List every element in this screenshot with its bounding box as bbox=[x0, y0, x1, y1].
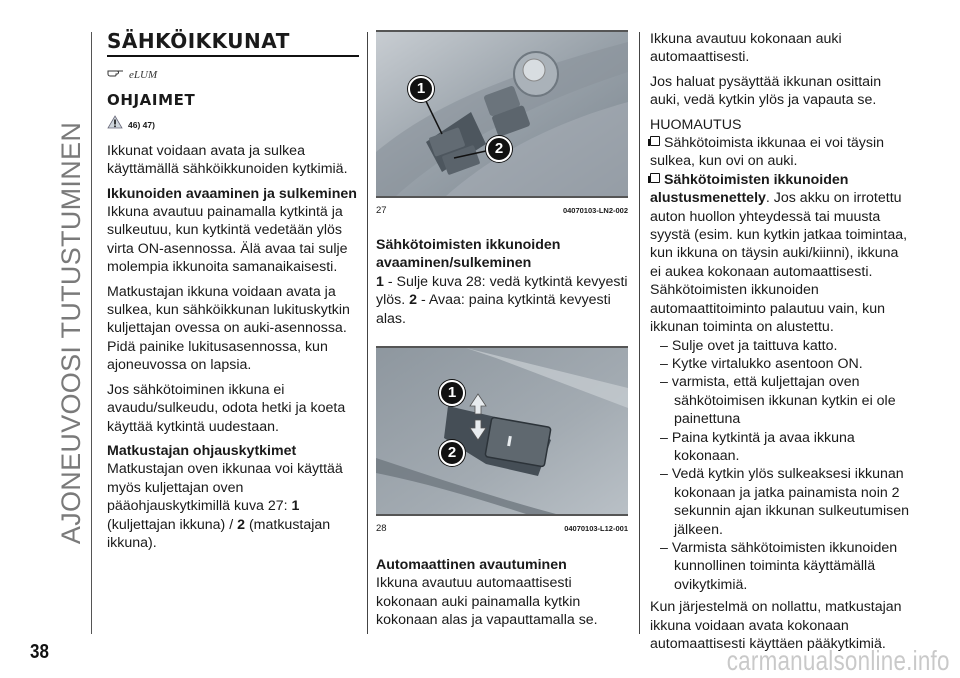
ref-number: 2 bbox=[409, 292, 418, 309]
paragraph: Ikkuna avautuu painamalla kytkintä ja sulkeutuu, kun kytkintä vedetään ylös virta ON-asennossa. Älä avaa tai sulje molempia ikkunoita samanaikaisesti. bbox=[107, 204, 348, 276]
chapter-label: AJONEUVOOSI TUTUSTUMINEN bbox=[56, 121, 86, 545]
single-window-switch-illustration bbox=[376, 348, 628, 514]
list-item: – Sulje ovet ja taittuva katto. bbox=[650, 337, 910, 355]
subsection-heading: Matkustajan ohjauskytkimet bbox=[107, 442, 297, 459]
list-item: – varmista, että kuljettajan oven sähkötoimisen ikkunan kytkin ei ole painettuna bbox=[650, 373, 910, 428]
list-item: – Paina kytkintä ja avaa ikkuna kokonaan. bbox=[650, 429, 910, 466]
warning-triangle-icon bbox=[107, 115, 123, 135]
figure-code: 04070103-L12-001 bbox=[564, 524, 628, 534]
elum-icon: eLUM bbox=[129, 68, 158, 81]
callout-2: 2 bbox=[439, 440, 465, 466]
column-1 bbox=[107, 30, 359, 558]
elum-badge bbox=[107, 65, 359, 85]
paragraph: Jos sähkötoiminen ikkuna ei avaudu/sulkeudu, odota hetki ja koeta käyttää kytkintä uudestaan. bbox=[107, 381, 346, 435]
note-item: Sähkötoimista ikkunaa ei voi täysin sulkea, kun ovi on auki. bbox=[650, 135, 885, 170]
figure-28-caption bbox=[376, 520, 628, 534]
subsection-heading: Automaattinen avautuminen bbox=[376, 557, 567, 574]
paragraph: Ikkuna avautuu automaattisesti kokonaan auki painamalla kytkin kokonaan alas ja vapauttamalla se. bbox=[376, 575, 598, 629]
list-item: – Vedä kytkin ylös sulkeaksesi ikkunan kokonaan ja jatka painamista noin 2 sekunnin ajan ikkunan sulkeutumisen jälkeen. bbox=[650, 465, 910, 539]
ref-number: 2 bbox=[237, 516, 246, 533]
column-divider-2 bbox=[639, 32, 640, 634]
paragraph: Jos haluat pysäyttää ikkunan osittain auki, vedä kytkin ylös ja vapauta se. bbox=[650, 73, 882, 109]
paragraph: Matkustajan ikkuna voidaan avata ja sulkea, kun sähköikkunan lukituskytkin kuljettajan ovessa on auki-asennossa. Pidä painike lukitusasennossa, kun ajoneuvossa on lapsia. bbox=[107, 283, 350, 374]
callout-2: 2 bbox=[486, 136, 512, 162]
list-item: – Kytke virtalukko asentoon ON. bbox=[650, 355, 910, 373]
warning-refs[interactable]: 46) 47) bbox=[128, 120, 155, 131]
column-3 bbox=[650, 30, 910, 659]
page-number: 38 bbox=[30, 641, 49, 663]
subsection-heading: Sähkötoimisten ikkunoiden avaaminen/sulkeminen bbox=[376, 237, 561, 272]
pointing-hand-icon bbox=[107, 66, 125, 84]
warning-reference bbox=[107, 115, 359, 135]
watermark: carmanualsonline.info bbox=[727, 645, 950, 676]
figure-code: 04070103-LN2-002 bbox=[562, 206, 628, 215]
side-tab-rule bbox=[91, 32, 92, 634]
paragraph: Ikkuna avautuu kokonaan auki automaattisesti. bbox=[650, 31, 842, 66]
note-item: Sähkötoimisten ikkunoiden alustusmenettely. Jos akku on irrotettu auton huollon yhteydessä tai muusta syystä (esim. kun kytkin jatkaa toimintaa, kun ikkuna on täysin auki/kiinni), ikkuna ei aukea kokonaan automaattisesti. Sähkötoimisten ikkunoiden automaattitoiminto palautuu vain, kun ikkunan toiminta on alustettu. bbox=[650, 171, 908, 336]
figure-number: 28 bbox=[376, 523, 387, 535]
note-title: HUOMAUTUS bbox=[650, 116, 742, 133]
figure-27-caption bbox=[376, 202, 628, 216]
subsection-heading: Ikkunoiden avaaminen ja sulkeminen bbox=[107, 185, 357, 202]
ref-number: 1 bbox=[291, 498, 300, 515]
ref-number: 1 bbox=[376, 273, 384, 290]
page-title: SÄHKÖIKKUNAT bbox=[107, 30, 359, 57]
list-item: – Varmista sähkötoimisten ikkunoiden kunnollinen toiminta käyttämällä ovikytkimiä. bbox=[650, 539, 910, 594]
figure-number: 27 bbox=[376, 205, 387, 216]
reset-steps-list bbox=[650, 337, 910, 595]
column-divider-1 bbox=[367, 32, 368, 634]
callout-1: 1 bbox=[408, 76, 434, 102]
chapter-side-tab bbox=[52, 32, 92, 634]
figure-28-image bbox=[376, 346, 628, 516]
column-2 bbox=[376, 30, 628, 636]
paragraph: Kun järjestelmä on nollattu, matkustajan ikkuna voidaan avata kokonaan automaattisesti käyttäen pääkytkimiä. bbox=[650, 599, 902, 652]
door-switch-panel-illustration bbox=[376, 32, 628, 196]
note-checkbox-icon bbox=[650, 173, 660, 183]
intro-text: Ikkunat voidaan avata ja sulkea käyttämällä sähköikkunoiden kytkimiä. bbox=[107, 142, 348, 178]
figure-27-image bbox=[376, 30, 628, 198]
paragraph: 1 - Sulje kuva 28: vedä kytkintä kevyesti ylös. 2 - Avaa: paina kytkintä kevyesti alas. bbox=[376, 273, 628, 327]
note-checkbox-icon bbox=[650, 136, 660, 146]
paragraph: Matkustajan oven ikkunaa voi käyttää myös kuljettajan oven pääohjauskytkimillä kuva 27: 1 (kuljettajan ikkuna) / 2 (matkustajan ikkuna). bbox=[107, 461, 343, 551]
section-title: OHJAIMET bbox=[107, 91, 196, 109]
callout-1: 1 bbox=[439, 380, 465, 406]
